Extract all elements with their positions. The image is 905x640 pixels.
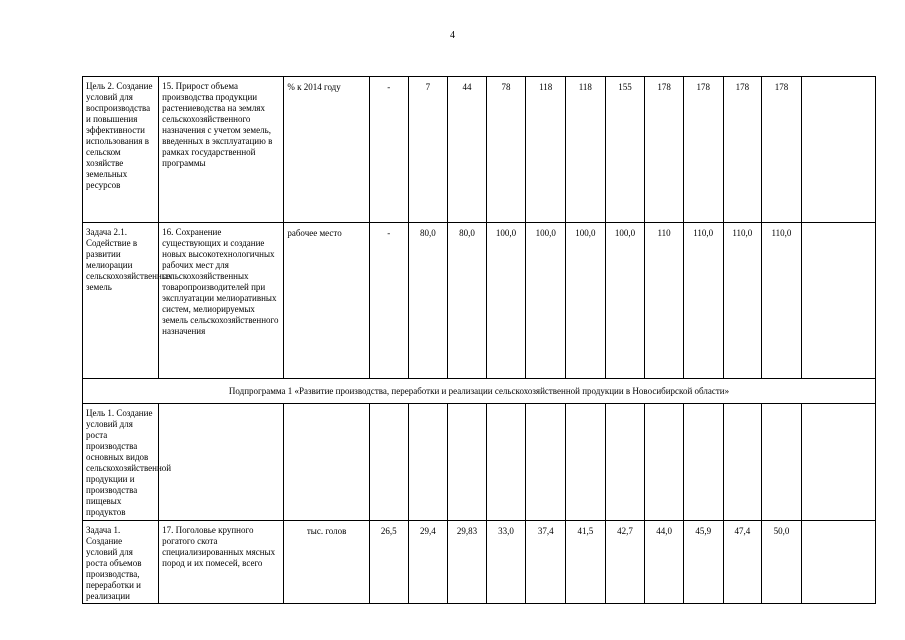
indicator-cell — [159, 404, 284, 521]
value-cell: 26,5 — [369, 520, 408, 604]
table-row — [83, 77, 876, 223]
value-cell: 80,0 — [408, 223, 448, 379]
value-cell: 44,0 — [645, 520, 684, 604]
value-cell: 110,0 — [762, 223, 802, 379]
value-cell — [645, 404, 684, 521]
value-cell: 50,0 — [762, 520, 802, 604]
unit-cell — [284, 404, 370, 521]
value-cell — [762, 404, 802, 521]
note-cell — [801, 520, 875, 604]
value-cell: 118 — [566, 77, 606, 223]
value-cell: 178 — [762, 77, 802, 223]
value-cell: 100,0 — [526, 223, 566, 379]
value-cell: 178 — [723, 77, 762, 223]
value-cell — [448, 404, 487, 521]
indicators-table — [82, 76, 876, 604]
indicator-cell: 17. Поголовье крупного рогатого скота специализированных мясных пород и их помесей, всего — [159, 520, 284, 604]
value-cell: 100,0 — [605, 223, 645, 379]
value-cell — [369, 404, 408, 521]
value-cell: - — [369, 77, 408, 223]
note-cell — [801, 223, 875, 379]
value-cell: 33,0 — [486, 520, 526, 604]
table-row — [83, 404, 876, 521]
value-cell: 45,9 — [683, 520, 723, 604]
value-cell: 29,83 — [448, 520, 487, 604]
value-cell: 110,0 — [683, 223, 723, 379]
value-cell: 29,4 — [408, 520, 448, 604]
value-cell — [486, 404, 526, 521]
value-cell: 37,4 — [526, 520, 566, 604]
value-cell: 110 — [645, 223, 684, 379]
unit-cell: тыс. голов — [284, 520, 370, 604]
value-cell: 118 — [526, 77, 566, 223]
value-cell — [605, 404, 645, 521]
unit-cell: рабочее место — [284, 223, 370, 379]
indicator-cell: 16. Сохранение существующих и создание новых высокотехнологичных рабочих мест для сельскохозяйственных товаропроизводителей при эксплуатации мелиоративных систем, мелиорируемых земель сельскохозяйственного назначения — [159, 223, 284, 379]
value-cell: 155 — [605, 77, 645, 223]
value-cell: - — [369, 223, 408, 379]
value-cell: 47,4 — [723, 520, 762, 604]
note-cell — [801, 77, 875, 223]
value-cell — [723, 404, 762, 521]
indicator-cell: 15. Прирост объема производства продукции растениеводства на землях сельскохозяйственного назначения с учетом земель, введенных в эксплуатацию в рамках государственной программы — [159, 77, 284, 223]
value-cell: 7 — [408, 77, 448, 223]
value-cell: 178 — [645, 77, 684, 223]
value-cell: 100,0 — [486, 223, 526, 379]
page-number: 4 — [450, 30, 455, 41]
value-cell: 42,7 — [605, 520, 645, 604]
goal-cell: Цель 2. Создание условий для воспроизводства и повышения эффективности использования в сельском хозяйстве земельных ресурсов — [83, 77, 159, 223]
value-cell — [683, 404, 723, 521]
goal-cell: Цель 1. Создание условий для роста производства основных видов сельскохозяйственной продукции и производства пищевых продуктов — [83, 404, 159, 521]
unit-cell: % к 2014 году — [284, 77, 370, 223]
value-cell: 78 — [486, 77, 526, 223]
value-cell: 178 — [683, 77, 723, 223]
value-cell: 44 — [448, 77, 487, 223]
value-cell — [408, 404, 448, 521]
subprogram-row — [83, 379, 876, 404]
goal-cell: Задача 2.1. Содействие в развитии мелиорации сельскохозяйственных земель — [83, 223, 159, 379]
value-cell — [566, 404, 606, 521]
goal-cell: Задача 1. Создание условий для роста объемов производства, переработки и реализации — [83, 520, 159, 604]
value-cell: 80,0 — [448, 223, 487, 379]
table-row — [83, 223, 876, 379]
value-cell — [526, 404, 566, 521]
table-row — [83, 520, 876, 604]
value-cell: 41,5 — [566, 520, 606, 604]
value-cell: 110,0 — [723, 223, 762, 379]
note-cell — [801, 404, 875, 521]
value-cell: 100,0 — [566, 223, 606, 379]
subprogram-title: Подпрограмма 1 «Развитие производства, переработки и реализации сельскохозяйственной продукции в Новосибирской области» — [83, 379, 876, 404]
